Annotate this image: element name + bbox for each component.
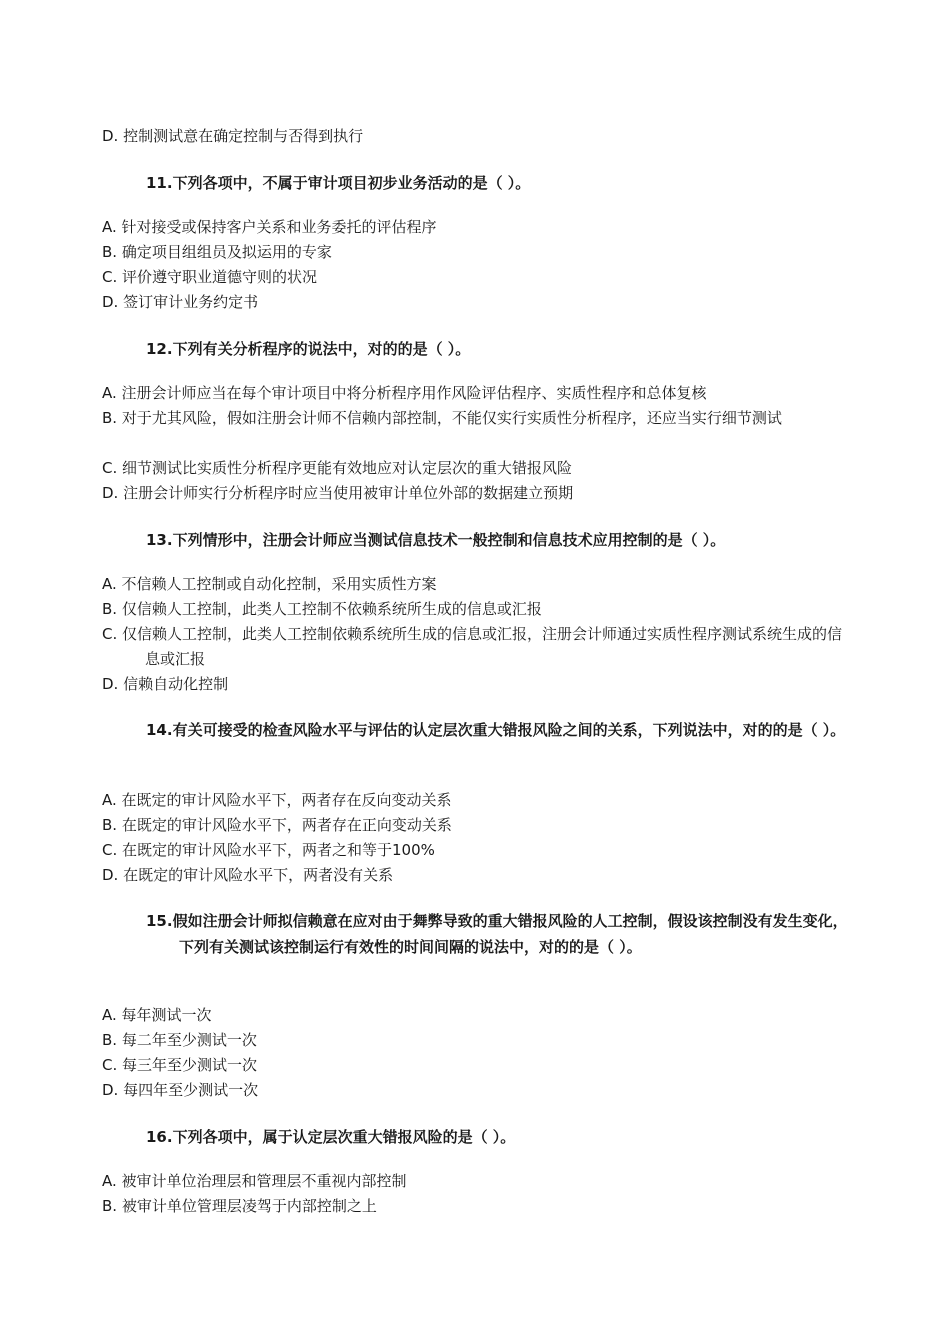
q15-option-c: C. 每三年至少测试一次 <box>102 1056 258 1074</box>
question-13: 13.下列情形中，注册会计师应当测试信息技术一般控制和信息技术应用控制的是（ ）。 <box>146 531 726 549</box>
question-12: 12.下列有关分析程序的说法中，对的的是（ ）。 <box>146 340 471 358</box>
q12-option-d: D. 注册会计师实行分析程序时应当使用被审计单位外部的数据建立预期 <box>102 484 574 502</box>
q13-option-c: C. 仅信赖人工控制，此类人工控制依赖系统所生成的信息或汇报，注册会计师通过实质性程序测试系统生成的信息或汇报 <box>102 625 843 668</box>
q11-option-d: D. 签订审计业务约定书 <box>102 293 259 311</box>
question-16: 16.下列各项中，属于认定层次重大错报风险的是（ ）。 <box>146 1128 516 1146</box>
q15-option-a: A. 每年测试一次 <box>102 1006 212 1024</box>
q11-option-c: C. 评价遵守职业道德守则的状况 <box>102 268 318 286</box>
question-11: 11.下列各项中，不属于审计项目初步业务活动的是（ ）。 <box>146 174 531 192</box>
question-14: 14.有关可接受的检查风险水平与评估的认定层次重大错报风险之间的关系，下列说法中，对的的是（ ）。 <box>146 721 846 739</box>
q14-option-a: A. 在既定的审计风险水平下，两者存在反向变动关系 <box>102 791 452 809</box>
q15-option-d: D. 每四年至少测试一次 <box>102 1081 259 1099</box>
q12-option-b: B. 对于尤其风险，假如注册会计师不信赖内部控制，不能仅实行实质性分析程序，还应当实行细节测试 <box>102 409 782 427</box>
q11-option-a: A. 针对接受或保持客户关系和业务委托的评估程序 <box>102 218 437 236</box>
q12-option-c: C. 细节测试比实质性分析程序更能有效地应对认定层次的重大错报风险 <box>102 459 573 477</box>
q13-option-b: B. 仅信赖人工控制，此类人工控制不依赖系统所生成的信息或汇报 <box>102 600 542 618</box>
question-15: 15.假如注册会计师拟信赖意在应对由于舞弊导致的重大错报风险的人工控制，假设该控制没有发生变化，下列有关测试该控制运行有效性的时间间隔的说法中，对的的是（ ）。 <box>146 912 848 956</box>
q16-option-b: B. 被审计单位管理层凌驾于内部控制之上 <box>102 1197 377 1215</box>
q11-option-b: B. 确定项目组组员及拟运用的专家 <box>102 243 332 261</box>
q15-option-b: B. 每二年至少测试一次 <box>102 1031 257 1049</box>
q13-option-d: D. 信赖自动化控制 <box>102 675 229 693</box>
q13-option-a: A. 不信赖人工控制或自动化控制，采用实质性方案 <box>102 575 437 593</box>
q14-option-c: C. 在既定的审计风险水平下，两者之和等于100% <box>102 841 435 859</box>
option-d-prev: D. 控制测试意在确定控制与否得到执行 <box>102 127 364 145</box>
q12-option-a: A. 注册会计师应当在每个审计项目中将分析程序用作风险评估程序、实质性程序和总体复核 <box>102 384 707 402</box>
q14-option-b: B. 在既定的审计风险水平下，两者存在正向变动关系 <box>102 816 452 834</box>
q16-option-a: A. 被审计单位治理层和管理层不重视内部控制 <box>102 1172 407 1190</box>
q14-option-d: D. 在既定的审计风险水平下，两者没有关系 <box>102 866 394 884</box>
